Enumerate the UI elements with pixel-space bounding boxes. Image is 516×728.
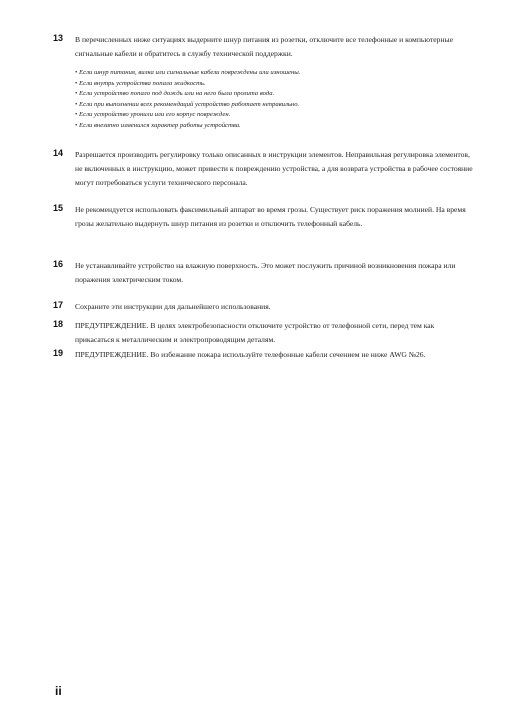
instruction-13: [53, 33, 473, 132]
item-text: Разрешается производить регулировку только описанных в инструкции элементов. Неправильная регулировка элементов, не включенных в инструкцию, может привести к повреждению устройства, а для возврата устройства в рабочее состояние могут потребоваться услуги технического персонала.: [75, 150, 473, 187]
bullet-item: • Если шнур питания, вилка или сигнальные кабели повреждены или изношены.: [75, 68, 473, 79]
instruction-14: [53, 148, 473, 190]
instruction-17: [53, 300, 473, 314]
item-number: 14: [53, 148, 64, 158]
instruction-18: [53, 319, 473, 347]
item-number: 17: [53, 300, 64, 310]
bullet-item: • Если внутрь устройства попала жидкость.: [75, 79, 473, 90]
item-text: Не рекомендуется использовать факсимильный аппарат во время грозы. Существует риск поражения молнией. На время грозы желательно выдернуть шнур питания из розетки и отключить телефонный кабель.: [75, 205, 466, 228]
item-text: ПРЕДУПРЕЖДЕНИЕ. Во избежание пожара используйте телефонные кабели сечением не ниже AWG №26.: [75, 350, 426, 359]
item-number: 19: [53, 348, 64, 358]
bullet-item: • Если внезапно изменился характер работы устройства.: [75, 121, 473, 132]
bullet-item: • Если устройство попало под дождь или на него была пролита вода.: [75, 89, 473, 100]
item-text: Не устанавливайте устройство на влажную поверхность. Это может послужить причиной возникновения пожара или поражения электрическим током.: [75, 261, 456, 284]
item-text: Сохраните эти инструкции для дальнейшего использования.: [75, 302, 271, 311]
item-number: 13: [53, 33, 64, 43]
item-text: ПРЕДУПРЕЖДЕНИЕ. В целях электробезопасности отключите устройство от телефонной сети, перед тем как прикасаться к металлическим и электропроводящим деталям.: [75, 321, 435, 344]
instruction-15: [53, 203, 473, 231]
bullet-item: • Если устройство уронили или его корпус поврежден.: [75, 110, 473, 121]
instruction-19: [53, 348, 473, 362]
bullet-list: [75, 68, 473, 132]
item-number: 16: [53, 259, 64, 269]
item-text: В перечисленных ниже ситуациях выдерните шнур питания из розетки, отключите все телефонные и компьютерные сигнальные кабели и обратитесь в службу технической поддержки.: [75, 35, 453, 58]
bullet-item: • Если при выполнении всех рекомендаций устройство работает неправильно.: [75, 100, 473, 111]
instruction-16: [53, 259, 473, 287]
item-number: 18: [53, 319, 64, 329]
page-number: ii: [55, 684, 62, 698]
item-number: 15: [53, 203, 64, 213]
